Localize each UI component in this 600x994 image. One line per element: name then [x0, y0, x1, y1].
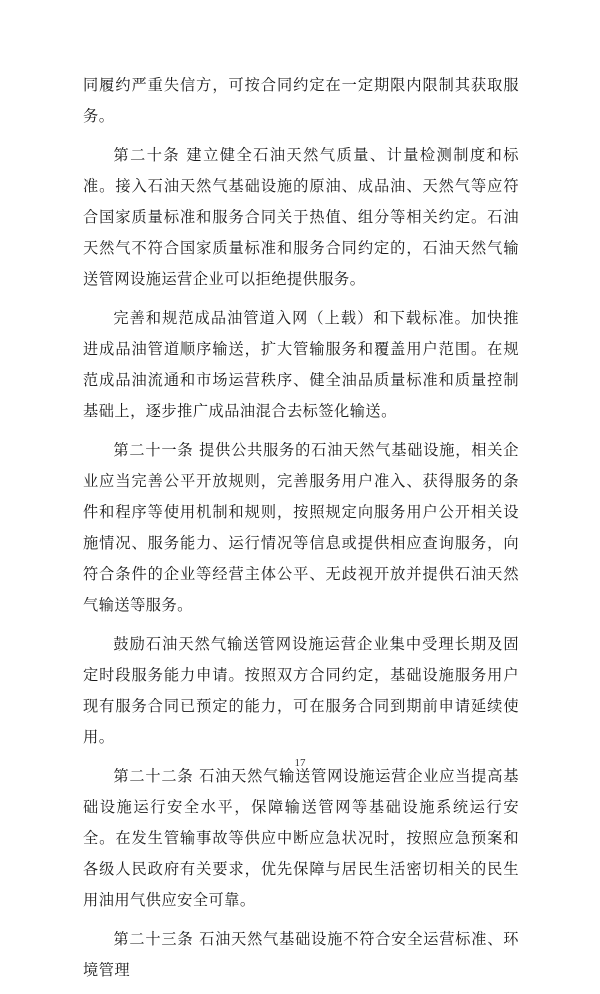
paragraph-article-23: 第二十三条 石油天然气基础设施不符合安全运营标准、环境管理 — [83, 930, 519, 979]
paragraph-capacity-application: 鼓励石油天然气输送管网设施运营企业集中受理长期及固定时段服务能力申请。按照双方合同约定，基础设施服务用户现有服务合同已预定的能力，可在服务合同到期前申请延续使用。 — [83, 635, 519, 746]
body-text — [83, 70, 519, 994]
paragraph-article-22: 第二十二条 石油天然气输送管网设施运营企业应当提高基础设施运行安全水平，保障输送管网等基础设施系统运行安全。在发生管输事故等供应中断应急状况时，按照应急预案和各级人民政府有关要求，优先保障与居民生活密切相关的民生用油用气供应安全可靠。 — [83, 767, 519, 909]
paragraph-continuation: 同履约严重失信方，可按合同约定在一定期限内限制其获取服务。 — [83, 76, 519, 125]
page-number: 17 — [294, 757, 306, 769]
paragraph-product-oil-standards: 完善和规范成品油管道入网（上载）和下载标准。加快推进成品油管道顺序输送，扩大管输服务和覆盖用户范围。在规范成品油流通和市场运营秩序、健全油品质量标准和质量控制基础上，逐步推广成品油混合去标签化输送。 — [83, 309, 519, 420]
paragraph-article-20: 第二十条 建立健全石油天然气质量、计量检测制度和标准。接入石油天然气基础设施的原油、成品油、天然气等应符合国家质量标准和服务合同关于热值、组分等相关约定。石油天然气不符合国家质量标准和服务合同约定的，石油天然气输送管网设施运营企业可以拒绝提供服务。 — [83, 146, 519, 288]
paragraph-article-21: 第二十一条 提供公共服务的石油天然气基础设施，相关企业应当完善公平开放规则，完善服务用户准入、获得服务的条件和程序等使用机制和规则，按照规定向服务用户公开相关设施情况、服务能力、运行情况等信息或提供相应查询服务，向符合条件的企业等经营主体公平、无歧视开放并提供石油天然气输送等服务。 — [83, 441, 519, 614]
